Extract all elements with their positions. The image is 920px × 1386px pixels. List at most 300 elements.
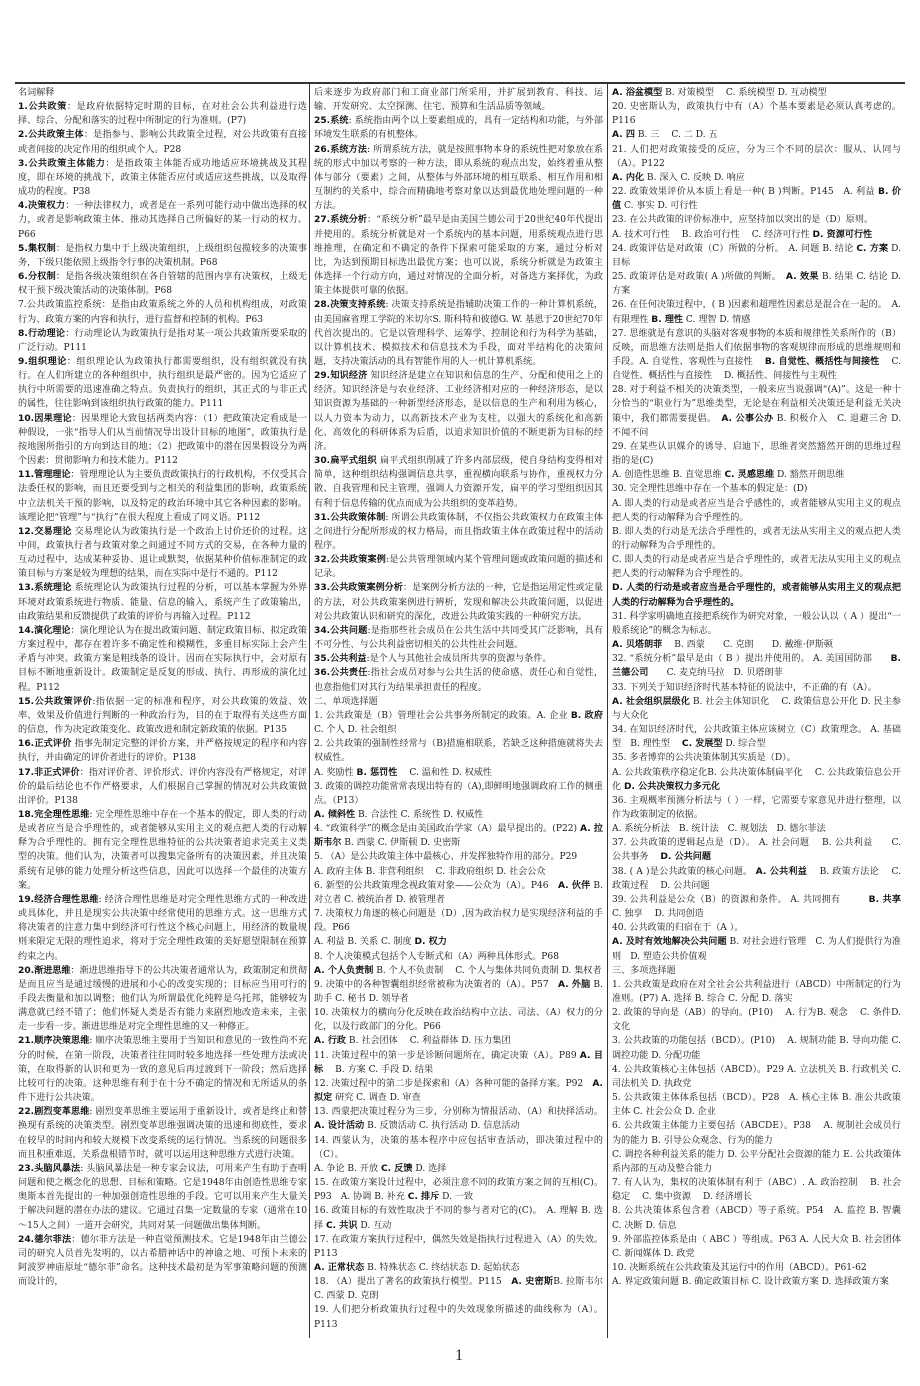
text: 8. 公共决策体系包含着（ABCD）等子系统。P54 A. 监控 B. 智囊 C. 决断 D. 信息: [612, 1206, 913, 1231]
text: C. 事实 D. 可行性: [621, 201, 698, 212]
paragraph: [314, 213, 603, 298]
paragraph: [18, 525, 307, 582]
bold-term: B. 兰德公司: [612, 654, 901, 679]
bold-term: D. 资源可行性: [812, 229, 873, 240]
text: A. 系统分析法 B. 统计法 C. 规划法 D. 德尔菲法: [612, 824, 826, 835]
paragraph: [612, 652, 901, 680]
text: C. 麦克纳马拉 D. 贝塔朗菲: [648, 668, 783, 679]
paragraph: [612, 610, 901, 638]
text: C. 温和性 D. 权威性: [397, 767, 492, 778]
text: :指依据一定的标准和程序，对公共政策的效益、效率、效果及价值进行判断的一种政治行为，目的在于取得有关这些方面的信息，作为决定政策变化、政策改进和制定新政策的依据。P135: [18, 696, 307, 736]
paragraph: [612, 581, 901, 609]
bold-term: 16.正式评价: [18, 739, 72, 750]
bold-term: 27.系统分析: [314, 215, 368, 226]
text: 2. 政策的导向是（AB）的导向。(P10) A. 行为B. 观念 C. 条件D. 文化: [612, 1008, 901, 1033]
text: 交易理论认为政策执行是一个政治上讨价还价的过程。这中间，政策执行者与政策对象之间通过不同方式的交易，在各种力量的互动过程中，达成某种妥协、退让或默契，依据某种价值标准制定的政策目标与方案是较为理想的结果，而在实际中是行不通的。P112: [18, 526, 307, 580]
paragraph: [612, 440, 901, 468]
text: ：是政府依据特定时期的目标，在对社会公共利益进行选择、综合、分配和落实的过程中所制定的行为准则。(P7): [18, 102, 307, 127]
paragraph: [612, 794, 901, 822]
bold-term: 1.公共政策: [18, 102, 67, 113]
text: 6. 公共政策主体能力主要包括（ABCDE）。P38 A. 规制社会成员行为的能力 B. 引导公众观念、行为的能力: [612, 1121, 901, 1146]
bold-term: A. 倾斜性: [314, 809, 356, 820]
bold-term: C. 反馈: [380, 1163, 413, 1174]
text: 三、多项选择题: [612, 965, 676, 976]
paragraph: [612, 836, 901, 864]
bold-term: A. 四: [612, 130, 635, 141]
bold-term: 5.集权制: [18, 243, 56, 254]
text: ：是指各级决策组织在各自管辖的范围内享有决策权，上级无权干预下级决策活动的决策体制。P68: [18, 272, 307, 297]
bold-term: A. 拟定: [314, 1078, 603, 1104]
text: 39. 公共利益是公众（B）的资源和条件。 A. 共同拥有: [612, 894, 869, 905]
paragraph: [612, 638, 901, 652]
text: : 所谓系统方法，就是按照事物本身的系统性把对象放在系统的形式中加以考察的一种方法，即从系统的观点出发，始终着重从整体与部分（要素）之间，从整体与外部环境的相互联系、相互作用和相互制约的关系中，综合而精确地考察对象以达到最优地处理问题的一种方法。: [314, 144, 603, 212]
text: A. 奖励性: [314, 767, 357, 778]
bold-term: A. 效果: [785, 272, 819, 283]
text: B. 反馈活动 C. 执行活动 D. 信息活动: [364, 1121, 520, 1132]
text: B. 深入 C. 反映 D. 响应: [644, 172, 745, 183]
text: 10. 决策权力的横向分化反映在政治结构中立法、司法、（A）权力的分化，以及行政部门的分化。P66: [314, 1008, 603, 1033]
paragraph: [18, 624, 307, 695]
text: B. 社会团体 C. 利益群体 D. 压力集团: [346, 1036, 511, 1047]
bold-term: 2.公共政策主体: [18, 130, 84, 141]
bold-term: B. 共享: [868, 894, 901, 905]
text: B. 西蒙 C. 伊斯顿 D. 史密斯: [341, 838, 461, 849]
bold-term: C. 灵感思维: [724, 470, 775, 481]
paragraph: [612, 695, 901, 723]
paragraph: [612, 935, 901, 963]
paragraph: [612, 1034, 901, 1062]
text: B. 对立者 C. 被统治者 D. 被管理者: [314, 880, 603, 905]
text: 3. 公共政策的功能包括（BCD）。(P10) A. 规制功能 B. 导向功能 C. 调控功能 D. 分配功能: [612, 1036, 901, 1061]
paragraph: [314, 143, 603, 214]
text: B. 合法性 C. 系统性 D. 权威性: [355, 809, 484, 820]
text: B. 政策方法论 C. 政策过程 D. 公共问题: [612, 866, 901, 891]
text: B. 对社会进行管理 C. 为人们提供行为准则 D. 塑造公共价值观: [612, 937, 901, 962]
paragraph: [612, 468, 901, 482]
paragraph: [18, 737, 307, 765]
text: A. 公共政策秩序稳定化B. 公共决策体制扁平化 C. 公共政策信息公开化: [612, 767, 901, 792]
text: :是个人与其他社会成员所共享的资源与条件。: [366, 654, 552, 665]
text: 1. 公共政策是（B）管理社会公共事务所制定的政策。A. 企业: [314, 710, 571, 721]
text: 33. 下列关于知识经济时代基本特征的说法中，不正确的有（A）。: [612, 682, 877, 693]
text: B. 西蒙 C. 克朗 D. 戴维·伊斯顿: [662, 640, 833, 651]
paragraph: [612, 1063, 901, 1091]
paragraph: [314, 935, 603, 949]
paragraph: [314, 780, 603, 808]
bold-term: 19.经济合理性思维: [18, 894, 99, 905]
paragraph: [314, 581, 603, 623]
bold-term: A. 目标: [314, 1050, 603, 1075]
paragraph: [18, 766, 307, 808]
text: 16. 政策目标的有效性取决于不同的参与者对它的(C)。 A. 理解 B. 选择: [314, 1206, 603, 1231]
text: 8. 个人决策模式包括个人专断式和（A）两种具体形式。P68: [314, 951, 559, 962]
text: 二、单项选择题: [314, 696, 378, 707]
bold-term: A. 设计活动: [314, 1121, 365, 1132]
bold-term: 30.扁平式组织: [314, 456, 377, 467]
text: ：指对评价者、评价形式、评价内容没有严格规定，对评价的最后结论也不作严格要求，人们根据自己掌握的情况对公共政策做出评价。P138: [18, 767, 307, 806]
text: D. 目标: [612, 243, 902, 268]
paragraph: [314, 695, 603, 709]
paragraph: [18, 86, 307, 100]
paragraph: [18, 1162, 307, 1233]
bold-term: A. 个人负责制: [314, 965, 374, 976]
text: A. 利益 B. 关系 C. 制度: [314, 937, 415, 948]
paragraph: [314, 1204, 603, 1232]
paragraph: [314, 950, 603, 964]
text: 15. 在政策方案设计过程中，必须注意不同的政策方案之间的互相(C)。P93 A. 协调 B. 补充: [314, 1178, 603, 1203]
bold-term: 20.渐进思维: [18, 965, 71, 976]
column-2: [314, 86, 603, 1332]
text: 7.公共政策监控系统：是指由政策系统之外的人员和机构组成，对政策行为、政策方案的内容和执行，进行监督和控制的机构。P63: [18, 300, 307, 325]
text: 30. 完全理性思维中存在一个基本的假定是：(D): [612, 484, 808, 495]
text: :指社会成员对参与公共生活的使命感、责任心和自觉性，也意指他们对其行为结果承担责任的程度。: [314, 668, 603, 693]
bold-term: 9.组织理论: [18, 356, 67, 367]
text: 26. 在任何决策过程中，( B )因素和超理性因素总是混合在一起的。 A. 有限理性: [612, 300, 901, 325]
text: A. 政府主体 B. 非营利组织 C. 非政府组织 D. 社会公众: [314, 866, 546, 877]
paragraph: [612, 185, 901, 213]
text: : 头脑风暴法是一种专家会议法，可用来产生有助于查明问题和使之概念化的思想、目标和策略。它是1948年由创造性思维专家奥斯本首先提出的一种加强创造性思维的手段。它可以用来产生大量关于解决问题的潜在办法的建议。它通过召集一定数量的专家（通常在10～15人之间）一道开会研究，共同对某一问题做出集体判断。: [18, 1163, 307, 1231]
bold-term: 36.公共责任: [314, 668, 368, 679]
bold-term: 22.剧烈变革思维: [18, 1107, 90, 1118]
paragraph: [18, 581, 307, 623]
text: D. 豁然开朗思维: [774, 470, 845, 481]
bold-term: 33.公共政策案例分析: [314, 583, 403, 594]
paragraph: [18, 100, 307, 128]
paragraph: [612, 383, 901, 440]
paragraph: [314, 978, 603, 1006]
text: 5. （A）是公共政策主体中最核心、并发挥独特作用的部分。P29: [314, 852, 578, 863]
text: 12. 决策过程中的第二步是探索和（A）各种可能的备择方案。P92: [314, 1078, 593, 1089]
text: ：行动理论认为政策执行是指对某一项公共政策所要采取的广泛行动。P111: [18, 328, 307, 353]
text: : 完全理性思维中存在一个基本的假定，即人类的行动是或者应当是合乎理性的，或者能够从实用主义的观点把人类的行动解释为合乎理性的。拥有完全理性思维特征的公共决策者追求完美主义类型的决策。他们认为，决策者可以搜集完备所有的决策因素，并且决策系统有足够的能力处理分析这些信息，因此可以选择一个最佳的决策方案。: [18, 809, 307, 891]
text: ：因果理论大致包括两类内容：（1）把政策决定看成是一种假设，一张“指导人们从当前情况导出设计目标的地图”，政策执行是按地图所指引的方向到达目的地；（2）把政策中的潜在因果假设分为两个因素：贯彻影响力和技术能力。P112: [18, 413, 307, 467]
paragraph: [612, 228, 901, 242]
text: 29. 在某些认识媒介的诱导、启迪下，思维者突然豁然开朗的思维过程指的是(C): [612, 441, 901, 467]
text: ：是指政策主体能否成功地适应环境挑战及其程度，即在环境的挑战下，政策主体能否应付或适应这些挑战，以及取得成功的程度。P38: [18, 158, 307, 198]
text: 10. 决断系统在公共政策及其运行中的作用（ABCD）。P61-62: [612, 1262, 867, 1273]
text: ：“系统分析”最早是由美国兰德公司于20世纪40年代提出并使用的。系统分析就是对一个系统内的基本问题，用系统观点进行思维推理，在确定和不确定的条件下探索可能采取的方案，通过分析对比，为达到预期目标选出最优方案；也可以说，系统分析就是为政策主体选择一个行动方向，通过对情况的全面分析，对备选方案择优，为政策主体提供可靠的依据。: [314, 215, 603, 297]
paragraph: [612, 1006, 901, 1034]
text: 22. 政策效果评价从本质上看是一种( B )判断。P145 A. 利益: [612, 187, 879, 198]
text: B. 对策模型 C. 系统模型 D. 互动模型: [662, 88, 827, 98]
text: : 经济合理性思维是对完全理性思维方式的一种改进或具体化，并且是现实公共决策中经常使用的思维方式。这一思维方式将决策者的注意力集中到经济可行性这个核心问题上，用经济的数量规则来限定无限的理性追求，将对于完全理性政策的美好愿望限制在预算约束之内。: [18, 894, 307, 962]
paragraph: [612, 100, 901, 128]
text: B. 拉斯韦尔 C. 西蒙 D. 克朗: [314, 1277, 603, 1302]
text: 名词解释: [18, 88, 55, 98]
paragraph: [612, 1275, 901, 1289]
text: ：是指权力集中于上级决策组织，上级组织包揽较多的决策事务，下级只能依照上级指令行事的决策机制。P68: [18, 243, 307, 268]
column-divider: [309, 82, 310, 1338]
paragraph: [314, 1077, 603, 1105]
column-divider: [607, 82, 608, 1338]
bold-term: 11.管理理论: [18, 470, 71, 481]
text: B. 积极介入 C. 退避三舍 D. 不闻不问: [612, 413, 902, 438]
text: 4. 公共政策核心主体包括（ABCD）。P29 A. 立法机关 B. 行政机关 C. 司法机关 D. 执政党: [612, 1064, 901, 1089]
bold-term: 4.决策权力: [18, 201, 66, 212]
paragraph: [612, 893, 901, 921]
text: 36. 主观概率预测分析法与（ ）一样，它需要专家意见并进行整理，以作为政策制定的依据。: [612, 795, 901, 820]
text: :是指那些社会成员在公共生活中共同受其广泛影响，具有不可分性、与公共利益密切相关的公共性社会问题。: [314, 625, 603, 651]
text: ：演化理论认为在提出政策问题、制定政策目标、拟定政策方案过程中，都存在着许多不确定性和模糊性，多重目标实际上会产生矛盾与冲突。政策方案是粗线条的设计。因而在实际执行中，会对原有目标不断地重新设计。政策制定是反复的形成、执行、再形成的演化过程。P112: [18, 625, 307, 693]
text: 系统理论认为政策执行过程的分析，可以基本掌握为外界环境对政策系统进行物质、能量、信息的输入，系统产生了政策输出，由政策结果和反馈提供了政策的评价与再输入过程。P112: [18, 583, 307, 622]
bold-term: 25.系统: [314, 116, 349, 127]
text: 24. 政策评估是对政策（C）所做的分析。 A. 问题 B. 结论: [612, 243, 857, 254]
bold-term: A. 社会组织层级化: [612, 696, 690, 707]
paragraph: [612, 497, 901, 525]
bold-term: 14.演化理论: [18, 625, 71, 636]
paragraph: [612, 865, 901, 893]
paragraph: [18, 412, 307, 469]
text: ：是案例分析方法的一种，它是指运用定性或定量的方法，对公共政策案例进行辨析，发现和解决公共政策问题，以促进对公共政策认识和研究的深化，改进公共政策实践的一种研究方法。: [314, 583, 603, 622]
paragraph: [314, 709, 603, 737]
paragraph: [314, 652, 603, 666]
paragraph: [314, 1034, 603, 1048]
bold-term: A. 外脑: [557, 979, 591, 990]
paragraph: [18, 298, 307, 326]
text: C. 自觉性、概括性与直接性 D. 概括性、间接性与主观性: [612, 356, 901, 382]
text: : 剧烈变革思维主要运用于重新设计，或者是终止和替换现有系统的决策类型。剧烈变革思维强调决策的迅速和彻底性，要求在较早的时间内和较大规模下改变系统的运行情况。当系统的问题很多而且积重难返，关系盘根错节时，就可以运用这种思维方式进行决策。: [18, 1107, 307, 1160]
text: 9. 决策中的各种智囊组织经常被称为决策者的（A）。P57: [314, 979, 558, 990]
text: ：管理理论认为主要负责政策执行的行政机构，不仅受其合法委任权的影响，而且还要受到与之相关的利益集团的影响，政策系统中立法机关干预的影响，以及特定的政治环境中其它各种因素的影响。该理论把“管理”与“执行”在很大程度上看成了同义语。P112: [18, 470, 307, 523]
text: 14. 西蒙认为，决策的基本程序中应包括审查活动，即决策过程中的（C）。: [314, 1135, 603, 1160]
paragraph: [314, 1303, 603, 1331]
paragraph: [612, 978, 901, 1006]
text: ：组织理论认为政策执行都需要组织，没有组织就没有执行。在人们所建立的各种组织中，执行组织是最严密的。因为它适应了执行中所需要的迅速准确之特点。负责执行的组织，其正式的与非正式的属性，往往影响到该组织执行政策的能力。P111: [18, 356, 307, 410]
bold-term: A. 贝塔朗菲: [612, 640, 663, 651]
paragraph: [18, 242, 307, 270]
paragraph: [18, 695, 307, 737]
paragraph: [18, 355, 307, 412]
text: B. 社会主体知识化 C. 政策信息公开化 D. 民主参与大众化: [612, 696, 901, 721]
bold-term: D. 人类的行动是或者应当是合乎理性的，或者能够从实用主义的观点把人类的行动解释为合乎理性的。: [612, 583, 901, 608]
paragraph: [18, 128, 307, 156]
paragraph: [18, 327, 307, 355]
bold-term: D. 权力: [414, 937, 447, 948]
bold-term: D. 公共问题: [660, 852, 711, 863]
paragraph: [612, 553, 901, 581]
bold-term: A. 伙伴: [557, 880, 591, 891]
text: 4. “政策科学”的概念是由美国政治学家（A）最早提出的。(P22): [314, 824, 581, 835]
paragraph: [18, 808, 307, 893]
text: 23. 在公共政策的评价标准中，应坚持加以突出的是（D）原则。: [612, 215, 874, 226]
text: D. 互动: [357, 1220, 392, 1231]
paragraph: [612, 1148, 901, 1176]
text: 9. 外部监控体系是由（ ABC ）等组成。P63 A. 人民大众 B. 社会团体 C. 新闻媒体 D. 政党: [612, 1234, 901, 1259]
text: 25. 政策评估是对政策( A )所做的判断。: [612, 272, 786, 283]
text: 21. 人们把对政策接受的反应，分为三个不同的层次：服从、认同与（A）。P122: [612, 144, 901, 169]
text: 13. 西蒙把决策过程分为三步，分别称为情报活动、（A）和抉择活动。: [314, 1107, 603, 1118]
paragraph: [612, 242, 901, 270]
bold-term: 15.公共政策评价: [18, 696, 93, 707]
text: 研究 C. 调查 D. 审查: [332, 1093, 421, 1104]
text: 6. 新型的公共政策理念视政策对象——公众为（A）。P46: [314, 880, 558, 891]
bold-term: B. 自觉性、概括性与间接性: [764, 356, 880, 367]
text: A. 创造性思维 B. 直觉思维: [612, 470, 725, 481]
paragraph: [612, 270, 901, 298]
bold-term: 28.决策支持系统: [314, 300, 386, 311]
paragraph: [18, 270, 307, 298]
paragraph: [314, 850, 603, 864]
text: C. 即人类的行动是或者应当是合乎理性的，或者无法从实用主义的观点把人类的行动解释为合乎理性的。: [612, 555, 901, 580]
text: 后来逐步为政府部门和工商业部门所采用，并扩展到教育、科技、运输、开发研究、太空探测、住宅、预算和生活品质等领域。: [314, 88, 603, 113]
text: 7. 有人认为，集权的决策体制有利于（ABC）. A. 政治控制 B. 社会稳定 C. 集中资源 D. 经济增长: [612, 1178, 901, 1203]
bold-term: A. 内化: [612, 172, 645, 183]
paragraph: [314, 553, 603, 581]
paragraph: [612, 143, 901, 171]
text: B. 结果 C. 结论 D. 方案: [612, 272, 901, 297]
text: 28. 对于利益不相关的决策类型，一般来应当说强调“(A)”。这是一种十分恰当的“职业行为”思维类型，无论是在利益相关决策还是利益无关决策中，我们都需要提倡。: [612, 385, 901, 424]
bold-term: 34.公共问题: [314, 625, 368, 636]
text: :是公共管理领域内某个管理问题或政策问题的描述和记录。: [314, 555, 603, 580]
text: A. 争论 B. 开放: [314, 1163, 381, 1174]
paragraph: [612, 723, 901, 751]
text: 32. “系统分析”最早是由（ B ）提出并使用的。 A. 美国国防部: [612, 654, 891, 665]
bold-term: A. 公共利益: [755, 866, 808, 877]
text: B. 个人不负责制 C. 个人与集体共同负责制 D. 集权者: [373, 965, 602, 976]
bold-term: A. 拉斯韦尔: [314, 824, 603, 849]
paragraph: [612, 681, 901, 695]
paragraph: [314, 1176, 603, 1204]
paragraph: [612, 482, 901, 496]
text: 37. 公共政策的逻辑起点是（D）。 A. 社会问题 B. 公共利益 C. 公共事务: [612, 838, 901, 863]
paragraph: [314, 86, 603, 114]
top-rule: [15, 82, 905, 84]
text: : 所谓公共政策体制，不仅指公共政策权力在政策主体之间进行分配所形成的权力格局，而且指政策主体在政策过程中的活动程序。: [314, 512, 603, 551]
bold-term: B. 理性: [651, 314, 684, 325]
paragraph: [314, 1261, 603, 1275]
text: 19. 人们把分析政策执行过程中的失效现象所描述的曲线称为（A）。P113: [314, 1305, 603, 1330]
bold-term: A. 及时有效地解决公共问题: [612, 937, 727, 948]
paragraph: [314, 298, 603, 369]
paragraph: [18, 157, 307, 199]
text: A. 即人类的行动是或者应当是合乎感性的，或者能够从实用主义的观点把人类的行动解释为合乎理性的。: [612, 498, 901, 523]
bold-term: 6.分权制: [18, 272, 56, 283]
paragraph: [314, 822, 603, 850]
bold-term: 23.头脑风暴法: [18, 1163, 81, 1174]
paragraph: [314, 1162, 603, 1176]
bold-term: C. 排斥: [407, 1192, 440, 1203]
paragraph: [612, 1119, 901, 1147]
text: 3. 政策的调控功能常常表现出特有的（A),即鲜明地强调政府工作的侧重点。（P13）: [314, 781, 603, 806]
paragraph: [314, 114, 603, 142]
paragraph: [314, 1049, 603, 1077]
text: 20. 史密斯认为，政策执行中有（A）个基本要素是必须认真考虑的。P116: [612, 102, 901, 127]
paragraph: [314, 1006, 603, 1034]
bold-term: 3.公共政策主体能力: [18, 158, 106, 169]
text: 34. 在知识经济时代，公共政策主体应该树立（C）政策理念。 A. 基础型 B. 理性型: [612, 725, 901, 750]
column-3: [612, 86, 913, 1289]
paragraph: [18, 468, 307, 525]
paragraph: [612, 1233, 901, 1261]
text: 27. 思维就是有意识的头脑对客观事物的本质和规律性关系所作的（B）反映，而思维方法则是指人们依据事物的客观规律而形成的思维规则和手段。A. 自觉性、客观性与直接性: [612, 328, 901, 367]
paragraph: [18, 964, 307, 1035]
bold-term: A. 史密斯: [511, 1277, 554, 1288]
text: C. 调控各种利益关系的能力 D. 公平分配社会资源的能力 E. 公共政策体系内部的互动及整合能力: [612, 1149, 901, 1174]
text: : 顺序决策思维主要用于当知识和意见的一致性尚不充分的时候，在第一阶段，决策者往往同时较多地选择一些处理方法或决策，在取得新的认识和更为一致的意见后再过渡到下一阶段；然后选择比较可行的决策。这种思维有利于在十分不确定的情况和无所适从的条件下进行公共决策。: [18, 1036, 307, 1104]
text: B. 特殊状态 C. 终结状态 D. 起始状态: [364, 1262, 520, 1273]
text: 35. 多者博弈的公共决策体制其实质是（D）。: [612, 753, 796, 764]
text: 11. 决策过程中的第一步是诊断问题所在，确定决策（A）。P89: [314, 1050, 580, 1061]
paragraph: [612, 921, 901, 935]
bold-term: 21.顺序决策思维: [18, 1036, 90, 1047]
text: 18. （A）提出了著名的政策执行模型。P115: [314, 1277, 512, 1288]
text: C. 理智 D. 情感: [683, 314, 751, 325]
paragraph: [314, 666, 603, 694]
paragraph: [314, 1105, 603, 1133]
bold-term: 29.知识经济: [314, 371, 368, 382]
bold-term: 12.交易理论: [18, 526, 72, 537]
bold-term: C. 发展型: [681, 739, 723, 750]
paragraph: [612, 525, 901, 553]
page-number: 1: [455, 1347, 463, 1364]
paragraph: [314, 964, 603, 978]
paragraph: [314, 454, 603, 511]
bold-term: 35.公共利益: [314, 654, 367, 665]
text: 2. 公共政策的强制性经常与（B)措施相联系，若缺乏这种措施就将失去权威性。: [314, 739, 603, 764]
bold-term: C. 方案: [856, 243, 889, 254]
paragraph: [612, 964, 901, 978]
bold-term: 8.行动理论: [18, 328, 66, 339]
text: D. 一致: [439, 1192, 474, 1203]
bold-term: A. 浴盆模型: [612, 88, 663, 98]
bold-term: 26.系统方法: [314, 144, 368, 155]
bold-term: 32.公共政策案例: [314, 555, 387, 566]
text: B. 方案 C. 手段 D. 结果: [323, 1064, 434, 1075]
text: B. 三 C. 二 D. 五: [634, 130, 718, 141]
paragraph: [612, 766, 901, 794]
paragraph: [612, 86, 901, 100]
text: A. 技术可行性 B. 政治可行性 C. 经济可行性: [612, 229, 813, 240]
text: 31. 科学家明确地直接把系统作为研究对象，一般公认以（ A ）提出“一般系统论”的概念为标志。: [612, 611, 901, 636]
paragraph: [314, 1275, 603, 1303]
text: A. 界定政策问题 B. 确定政策目标 C. 设计政策方案 D. 选择政策方案: [612, 1277, 889, 1288]
paragraph: [612, 213, 901, 227]
paragraph: [314, 369, 603, 454]
paragraph: [612, 1261, 901, 1275]
bold-term: 31.公共政策体制: [314, 512, 386, 523]
paragraph: [314, 808, 603, 822]
paragraph: [314, 865, 603, 879]
bold-term: 17.非正式评价: [18, 767, 80, 778]
text: B. 即人类的行动是无法合乎理性的，或者无法从实用主义的观点把人类的行动解释为合乎理性的。: [612, 526, 901, 551]
text: 40. 公共政策的归宿在于（A ）。: [612, 923, 744, 934]
bold-term: B. 政府: [570, 710, 603, 721]
bold-term: 24.德尔菲法: [18, 1234, 72, 1245]
text: D. 综合型: [722, 739, 766, 750]
text: ：是指参与、影响公共政策全过程，对公共政策有直接或者间接的决定作用的组织或个人。P28: [18, 130, 307, 155]
text: 5. 公共政策主体体系包括（BCD）。P28 A. 核心主体 B. 准公共政策主体 C. 社会公众 D. 企业: [612, 1093, 901, 1118]
paragraph: [612, 822, 901, 836]
text: C. 个人 D. 社会组织: [314, 725, 397, 736]
text: 指事先制定完整的评价方案，并严格按规定的程序和内容执行，并由确定的评价者进行的评价。P138: [18, 739, 307, 764]
text: : 决策支持系统是指辅助决策工作的一种计算机系统，由美国麻省理工学院的米切尔S. 斯科特和彼德G. W. 基恩于20世纪70年代首次提出的。它是以管理科学、运筹学、控制论和行为科学为基础，以计算机技术、模拟技术和信息技术为手段，面对半结构化的决策问题，支持决策活动的具有智能作用的人一机计算机系统。: [314, 300, 603, 367]
column-1: [18, 86, 307, 1289]
text: 7. 决策权力角逐的核心问题是（D）,因为政治权力是实现经济利益的手段。P66: [314, 909, 603, 934]
paragraph: [612, 1091, 901, 1119]
text: D. 选择: [412, 1163, 447, 1174]
paragraph: [18, 1105, 307, 1162]
text: 1. 公共政策是政府在对全社会公共利益进行（ABCD）中所制定的行为准则。(P7) A. 选择 B. 综合 C. 分配 D. 落实: [612, 979, 901, 1004]
paragraph: [314, 624, 603, 652]
bold-term: A. 公事公办: [721, 413, 774, 424]
paragraph: [18, 893, 307, 964]
bold-term: 18.完全理性思维: [18, 809, 90, 820]
paragraph: [612, 1204, 913, 1232]
bold-term: D. 公共决策权力多元化: [624, 781, 721, 792]
paragraph: [314, 737, 603, 765]
text: C. 独享 D. 共同创造: [612, 909, 704, 920]
bold-term: A. 正常状态: [314, 1262, 365, 1273]
